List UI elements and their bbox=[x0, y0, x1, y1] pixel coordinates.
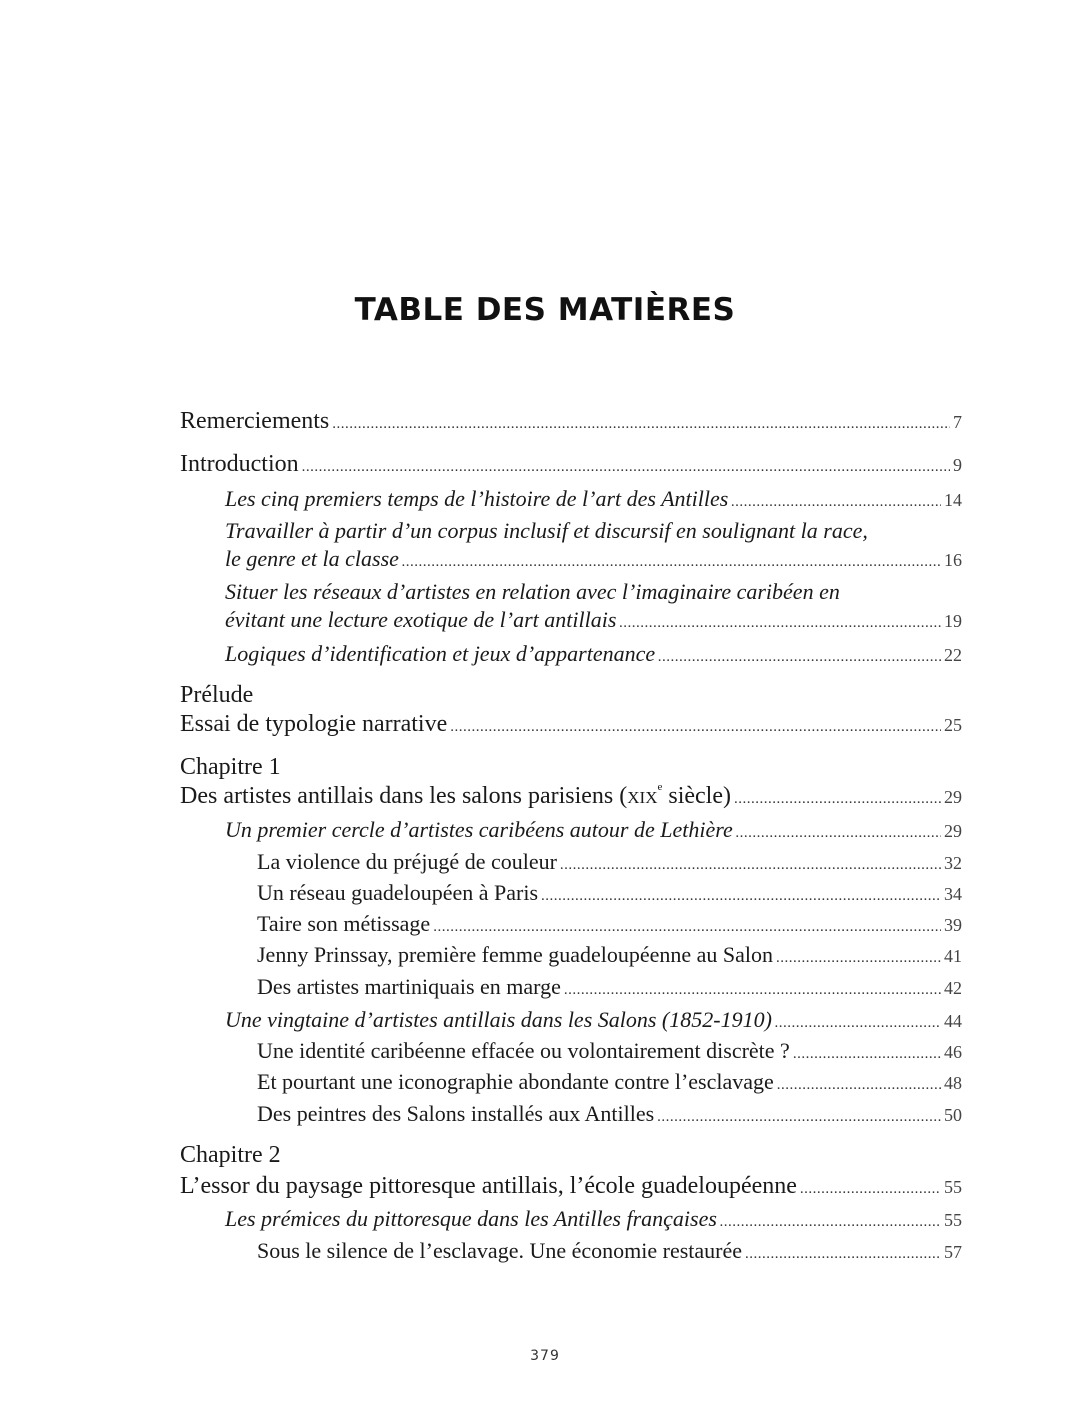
dot-leader bbox=[777, 1077, 941, 1094]
toc-subsection-entry[interactable] bbox=[180, 849, 962, 875]
toc-chapter-heading-2: Chapitre 2 bbox=[180, 1142, 281, 1168]
toc-entry-label: Sous le silence de l’esclavage. Une économie restaurée bbox=[257, 1238, 743, 1263]
toc-entry-introduction[interactable] bbox=[180, 451, 962, 478]
toc-section-entry[interactable] bbox=[180, 546, 962, 572]
dot-leader bbox=[402, 554, 941, 571]
page-number: 379 bbox=[530, 1348, 560, 1364]
dot-leader bbox=[736, 825, 941, 842]
dot-leader bbox=[560, 857, 941, 874]
dot-leader bbox=[302, 459, 950, 476]
dot-leader bbox=[793, 1046, 941, 1063]
toc-entry-label: le genre et la classe bbox=[225, 546, 399, 571]
toc-entry-label: Des artistes martiniquais en marge bbox=[257, 974, 561, 999]
toc-page-number: 44 bbox=[944, 1011, 962, 1031]
toc-section-entry[interactable] bbox=[180, 641, 962, 667]
toc-entry-label: Les cinq premiers temps de l’histoire de l’art des Antilles bbox=[225, 486, 729, 511]
toc-page-number: 55 bbox=[944, 1177, 962, 1197]
toc-entry-label: Introduction bbox=[180, 451, 299, 477]
toc-entry-label: Une identité caribéenne effacée ou volontairement discrète ? bbox=[257, 1038, 790, 1063]
toc-page-number: 41 bbox=[944, 946, 962, 966]
toc-page-number: 7 bbox=[953, 412, 962, 432]
toc-entry-label: Et pourtant une iconographie abondante contre l’esclavage bbox=[257, 1069, 774, 1094]
toc-page-number: 32 bbox=[944, 853, 962, 873]
dot-leader bbox=[564, 982, 941, 999]
toc-entry-remerciements[interactable] bbox=[180, 408, 962, 435]
dot-leader bbox=[775, 1015, 941, 1032]
toc-entry-label: Des peintres des Salons installés aux Antilles bbox=[257, 1101, 655, 1126]
toc-entry-label: Un réseau guadeloupéen à Paris bbox=[257, 880, 539, 905]
toc-subsection-entry[interactable] bbox=[180, 1238, 962, 1264]
superscript: e bbox=[657, 781, 663, 793]
toc-page-number: 29 bbox=[944, 821, 962, 841]
toc-entry-label: évitant une lecture exotique de l’art antillais bbox=[225, 607, 617, 632]
dot-leader bbox=[450, 719, 941, 736]
label-text: Des artistes antillais dans les salons parisiens ( bbox=[180, 783, 628, 809]
toc-page-number: 9 bbox=[953, 455, 962, 475]
dot-leader bbox=[720, 1214, 941, 1231]
toc-page-number: 19 bbox=[944, 611, 962, 631]
toc-page-number: 42 bbox=[944, 978, 962, 998]
toc-entry-chapter-1[interactable] bbox=[180, 783, 962, 810]
toc-subsection-entry[interactable] bbox=[180, 1069, 962, 1095]
toc-section-entry[interactable] bbox=[180, 817, 962, 843]
dot-leader bbox=[731, 494, 941, 511]
toc-section-entry[interactable] bbox=[180, 1007, 962, 1033]
toc-entry-chapter-2[interactable] bbox=[180, 1173, 962, 1200]
toc-subsection-entry[interactable] bbox=[180, 974, 962, 1000]
dot-leader bbox=[433, 919, 941, 936]
toc-entry-label: Un premier cercle d’artistes caribéens autour de Lethière bbox=[225, 817, 733, 842]
dot-leader bbox=[619, 615, 941, 632]
toc-page-number: 34 bbox=[944, 884, 962, 904]
toc-section-entry[interactable] bbox=[180, 1206, 962, 1232]
dot-leader bbox=[657, 1109, 941, 1126]
dot-leader bbox=[776, 950, 941, 967]
toc-entry-label: L’essor du paysage pittoresque antillais, l’école guadeloupéenne bbox=[180, 1173, 797, 1199]
toc-page-number: 29 bbox=[944, 787, 962, 807]
toc-entry-label: Remerciements bbox=[180, 408, 330, 434]
toc-section-entry-line1[interactable]: Situer les réseaux d’artistes en relation avec l’imaginaire caribéen en bbox=[225, 579, 840, 604]
toc-page-number: 50 bbox=[944, 1105, 962, 1125]
toc-section-entry[interactable] bbox=[180, 486, 962, 512]
label-text: siècle) bbox=[662, 783, 731, 809]
dot-leader bbox=[658, 649, 941, 666]
toc-subsection-entry[interactable] bbox=[180, 880, 962, 906]
toc-subsection-entry[interactable] bbox=[180, 942, 962, 968]
toc-subsection-entry[interactable] bbox=[180, 911, 962, 937]
toc-page-number: 48 bbox=[944, 1073, 962, 1093]
toc-page-number: 22 bbox=[944, 645, 962, 665]
dot-leader bbox=[745, 1246, 941, 1263]
dot-leader bbox=[734, 791, 941, 808]
toc-page-number: 14 bbox=[944, 490, 962, 510]
toc-entry-label: Les prémices du pittoresque dans les Antilles françaises bbox=[225, 1206, 717, 1231]
toc-section-entry-line1[interactable]: Travailler à partir d’un corpus inclusif et discursif en soulignant la race, bbox=[225, 518, 868, 543]
toc-page-number: 55 bbox=[944, 1210, 962, 1230]
toc-part-heading-prelude: Prélude bbox=[180, 682, 254, 708]
toc-page-number: 57 bbox=[944, 1242, 962, 1262]
page-title: TABLE DES MATIÈRES bbox=[354, 292, 736, 328]
toc-entry-label bbox=[180, 783, 731, 810]
toc-entry-label: Une vingtaine d’artistes antillais dans les Salons (1852-1910) bbox=[225, 1007, 772, 1032]
dot-leader bbox=[541, 888, 941, 905]
century-numeral: xix bbox=[627, 783, 658, 809]
toc-page-number: 25 bbox=[944, 715, 962, 735]
toc-page-number: 46 bbox=[944, 1042, 962, 1062]
toc-page-number: 39 bbox=[944, 915, 962, 935]
toc-subsection-entry[interactable] bbox=[180, 1101, 962, 1127]
toc-chapter-heading-1: Chapitre 1 bbox=[180, 754, 281, 780]
toc-entry-label: Essai de typologie narrative bbox=[180, 711, 448, 737]
toc-entry-label: La violence du préjugé de couleur bbox=[257, 849, 557, 874]
dot-leader bbox=[332, 416, 950, 433]
toc-entry-prelude[interactable] bbox=[180, 711, 962, 738]
toc-entry-label: Logiques d’identification et jeux d’appartenance bbox=[225, 641, 656, 666]
toc-entry-label: Taire son métissage bbox=[257, 911, 431, 936]
dot-leader bbox=[800, 1181, 941, 1198]
toc-page-number: 16 bbox=[944, 550, 962, 570]
toc-entry-label: Jenny Prinssay, première femme guadeloupéenne au Salon bbox=[257, 942, 774, 967]
toc-section-entry[interactable] bbox=[180, 607, 962, 633]
toc-subsection-entry[interactable] bbox=[180, 1038, 962, 1064]
